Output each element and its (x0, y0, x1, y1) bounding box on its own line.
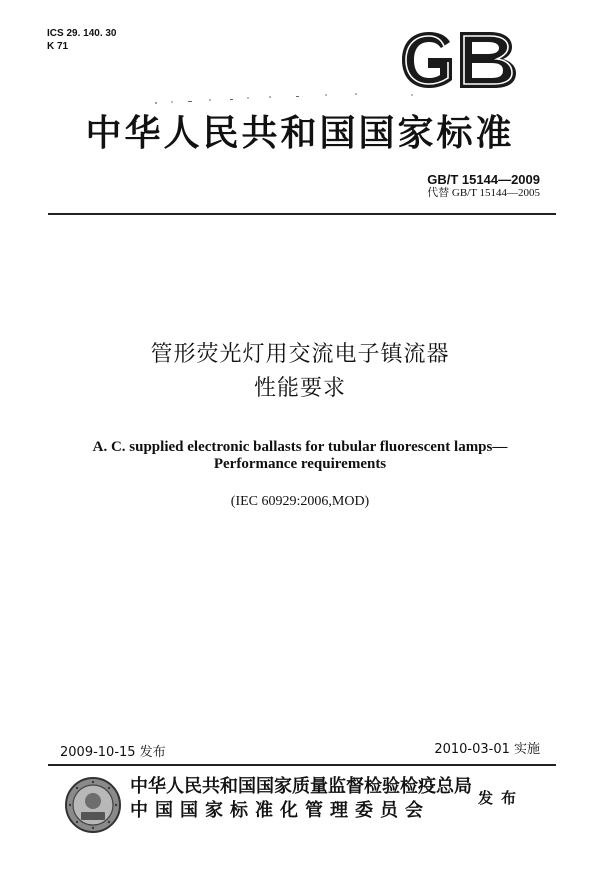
ics-code: ICS 29. 140. 30 (47, 28, 117, 39)
header-divider (48, 213, 556, 215)
official-seal-icon (64, 776, 122, 834)
implementation-date: 2010-03-01 实施 (434, 742, 540, 757)
national-standard-title: 中华人民共和国国家标准 (85, 113, 515, 154)
gb-logo-icon (398, 28, 522, 92)
standard-number: GB/T 15144—2009 (427, 172, 540, 187)
replaced-standard: 代替 GB/T 15144—2005 (427, 187, 540, 199)
footer-divider (48, 764, 556, 766)
iec-reference: (IEC 60929:2006,MOD) (230, 494, 370, 509)
chinese-title-line-1: 管形荧光灯用交流电子镇流器 (150, 342, 450, 367)
issue-date: 2009-10-15 发布 (60, 745, 166, 760)
issuer-aqsiq: 中华人民共和国国家质量监督检验检疫总局 (130, 776, 472, 797)
publish-label: 发布 (478, 789, 525, 807)
english-title-line-1: A. C. supplied electronic ballasts for tubular fluorescent lamps— (92, 439, 508, 455)
ccs-code: K 71 (47, 41, 69, 52)
english-title-line-2: Performance requirements (213, 456, 387, 472)
issuer-sac: 中国国家标准化管理委员会 (130, 800, 430, 821)
chinese-title-line-2: 性能要求 (253, 376, 346, 401)
scan-speckle-decoration (150, 92, 440, 106)
